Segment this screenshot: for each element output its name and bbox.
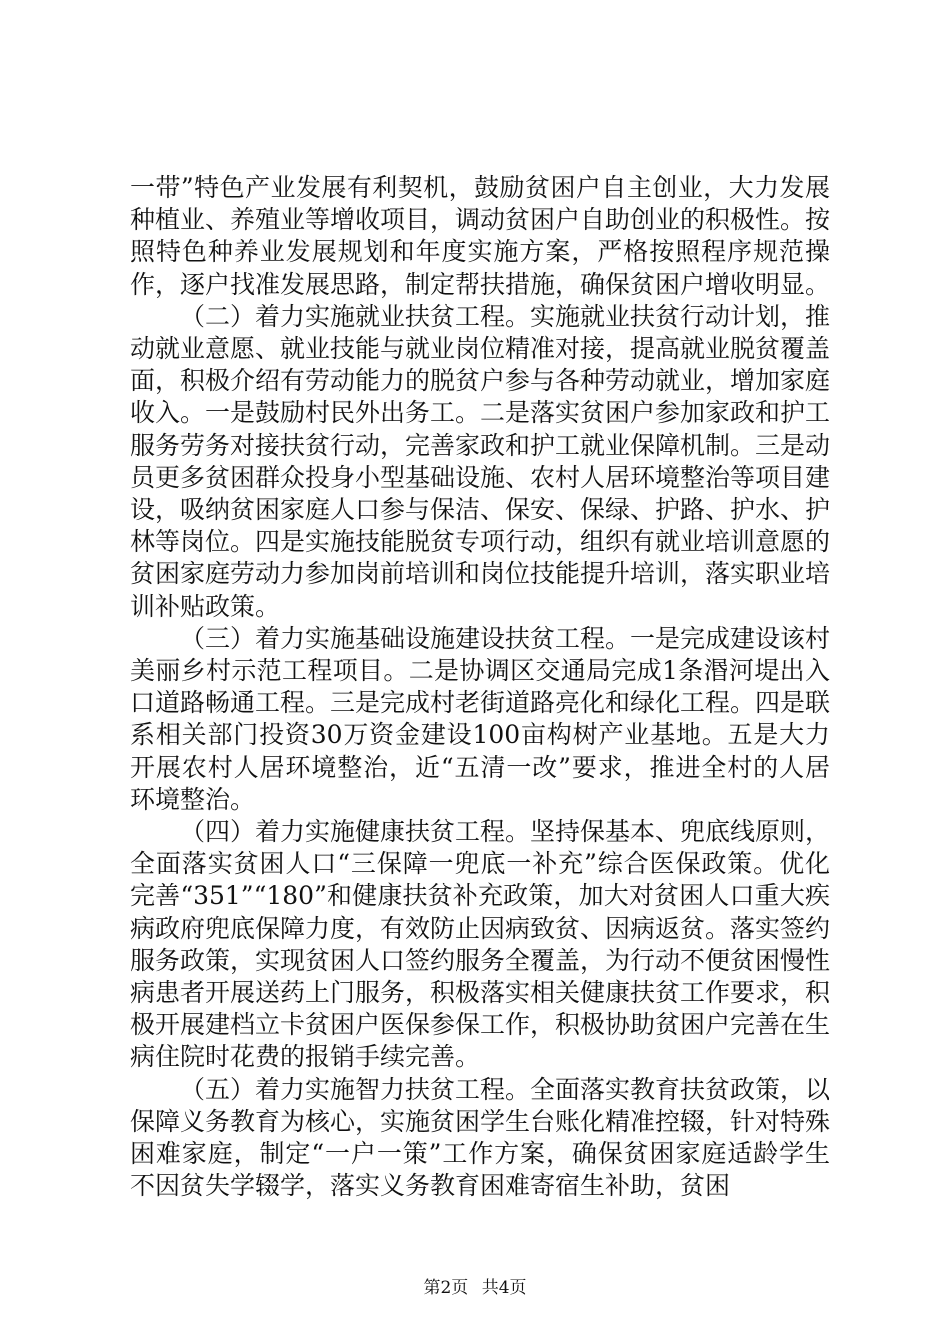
page-number: 第2页 <box>423 1278 469 1298</box>
document-body <box>130 172 830 1203</box>
paragraph-health-poverty-alleviation: （四）着力实施健康扶贫工程。坚持保基本、兜底线原则，全面落实贫困人口“三保障一兜底一补充”综合医保政策。优化完善“351”“180”和健康扶贫补充政策，加大对贫困人口重大疾病政府兜底保障力度，有效防止因病致贫、因病返贫。落实签约服务政策，实现贫困人口签约服务全覆盖，为行动不便贫困慢性病患者开展送药上门服务，积极落实相关健康扶贫工作要求，积极开展建档立卡贫困户医保参保工作，积极协助贫困户完善在生病住院时花费的报销手续完善。 <box>130 817 831 1072</box>
paragraph-education-poverty-alleviation: （五）着力实施智力扶贫工程。全面落实教育扶贫政策，以保障义务教育为核心，实施贫困学生台账化精准控辍，针对特殊困难家庭，制定“一户一策”工作方案，确保贫困家庭适龄学生不因贫失学辍学，落实义务教育困难寄宿生补助，贫困 <box>130 1074 831 1201</box>
paragraph-employment-poverty-alleviation: （二）着力实施就业扶贫工程。实施就业扶贫行动计划，推动就业意愿、就业技能与就业岗位精准对接，提高就业脱贫覆盖面，积极介绍有劳动能力的脱贫户参与各种劳动就业，增加家庭收入。一是鼓励村民外出务工。二是落实贫困户参加家政和护工服务劳务对接扶贫行动，完善家政和护工就业保障机制。三是动员更多贫困群众投身小型基础设施、农村人居环境整治等项目建设，吸纳贫困家庭人口参与保洁、保安、保绿、护路、护水、护林等岗位。四是实施技能脱贫专项行动，组织有就业培训意愿的贫困家庭劳动力参加岗前培训和岗位技能提升培训，落实职业培训补贴政策。 <box>130 301 831 621</box>
page-footer <box>0 1277 950 1299</box>
paragraph-continuation: 一带”特色产业发展有利契机，鼓励贫困户自主创业，大力发展种植业、养殖业等增收项目，调动贫困户自助创业的积极性。按照特色种养业发展规划和年度实施方案，严格按照程序规范操作，逐户找准发展思路，制定帮扶措施，确保贫困户增收明显。 <box>130 173 831 299</box>
paragraph-infrastructure-poverty-alleviation: （三）着力实施基础设施建设扶贫工程。一是完成建设该村美丽乡村示范工程项目。二是协调区交通局完成1条湣河堤出入口道路畅通工程。三是完成村老街道路亮化和绿化工程。四是联系相关部门投资30万资金建设100亩构树产业基地。五是大力开展农村人居环境整治，近“五清一改”要求，推进全村的人居环境整治。 <box>130 623 831 814</box>
page-total: 共4页 <box>481 1278 527 1298</box>
